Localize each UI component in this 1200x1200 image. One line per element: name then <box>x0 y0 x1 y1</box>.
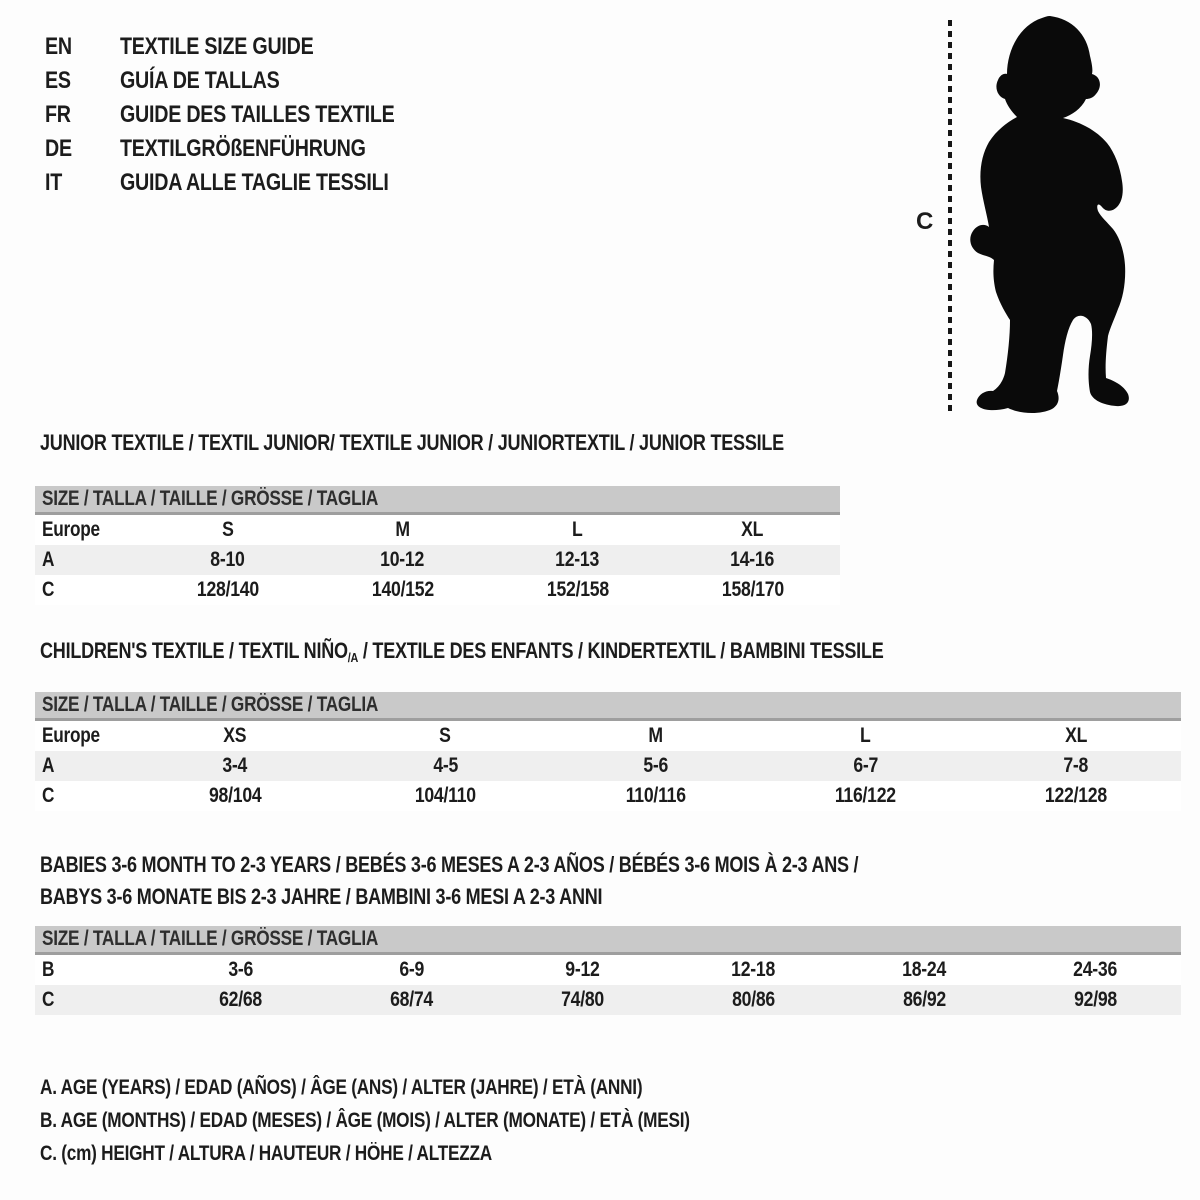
height-cell <box>155 985 326 1015</box>
legend-line-c-text: C. (cm) HEIGHT / ALTURA / HAUTEUR / HÖHE / ALTEZZA <box>40 1142 492 1165</box>
age-cell-text: 24-36 <box>1073 958 1118 981</box>
size-cell <box>490 515 665 545</box>
size-cell <box>665 515 840 545</box>
language-code-text: DE <box>45 135 72 162</box>
height-cell <box>340 781 550 811</box>
legend-line-b-text: B. AGE (MONTHS) / EDAD (MESES) / ÂGE (MOIS) / ALTER (MONATE) / ETÀ (MESI) <box>40 1109 690 1132</box>
height-cell-text: 116/122 <box>835 784 897 807</box>
guide-title-text: GUIDA ALLE TAGLIE TESSILI <box>120 169 389 196</box>
guide-title <box>120 30 455 64</box>
height-measure-label: C <box>916 208 934 235</box>
size-cell <box>140 515 315 545</box>
height-cell <box>1010 985 1181 1015</box>
language-row-fr <box>45 98 455 132</box>
guide-title-text: TEXTILGRÖßENFÜHRUNG <box>120 135 366 162</box>
children-row-age <box>35 751 1181 781</box>
legend-line-c <box>40 1137 832 1170</box>
height-cell <box>497 985 668 1015</box>
babies-heading-line2 <box>40 881 1038 913</box>
height-cell-text: 62/68 <box>219 988 262 1011</box>
language-code-text: EN <box>45 33 72 60</box>
row-label-text: C <box>42 578 55 601</box>
measure-legend <box>40 1071 832 1170</box>
language-row-de <box>45 132 455 166</box>
age-cell-text: 12-13 <box>555 548 600 571</box>
guide-title <box>120 98 455 132</box>
junior-row-height <box>35 575 840 605</box>
age-cell-text: 14-16 <box>730 548 775 571</box>
height-cell-text: 80/86 <box>732 988 775 1011</box>
language-code <box>45 64 120 98</box>
babies-heading-line2-text: BABYS 3-6 MONATE BIS 2-3 JAHRE / BAMBINI 3-6 MESI A 2-3 ANNI <box>40 884 603 909</box>
age-cell-text: 18-24 <box>902 958 947 981</box>
height-cell <box>315 575 490 605</box>
age-cell <box>665 545 840 575</box>
size-cell <box>315 515 490 545</box>
junior-size-table <box>35 486 840 605</box>
height-cell <box>668 985 839 1015</box>
age-cell-text: 3-4 <box>222 754 248 777</box>
language-code <box>45 166 120 200</box>
row-label <box>35 955 155 985</box>
babies-row-height <box>35 985 1181 1015</box>
size-cell-text: M <box>395 518 410 541</box>
babies-heading-line1-text: BABIES 3-6 MONTH TO 2-3 YEARS / BEBÉS 3-6 MESES A 2-3 AÑOS / BÉBÉS 3-6 MOIS À 2-3 ANS / <box>40 852 859 877</box>
age-cell <box>315 545 490 575</box>
language-code <box>45 98 120 132</box>
children-heading-sub: /A <box>347 649 359 665</box>
height-cell-text: 110/116 <box>625 784 686 807</box>
height-cell-text: 98/104 <box>208 784 262 807</box>
size-cell-text: XL <box>741 518 764 541</box>
size-header-bar <box>35 486 840 515</box>
junior-heading-text: JUNIOR TEXTILE / TEXTIL JUNIOR/ TEXTILE JUNIOR / JUNIORTEXTIL / JUNIOR TESSILE <box>40 430 784 455</box>
junior-row-age <box>35 545 840 575</box>
age-cell-text: 6-9 <box>399 958 424 981</box>
size-cell-text: S <box>439 724 452 747</box>
junior-row-europe <box>35 515 840 545</box>
language-title-list <box>45 30 455 200</box>
size-cell <box>550 721 760 751</box>
height-cell-text: 74/80 <box>561 988 604 1011</box>
height-cell-text: 104/110 <box>414 784 476 807</box>
size-cell <box>340 721 550 751</box>
babies-size-table <box>35 926 1181 1015</box>
children-heading-pre: CHILDREN'S TEXTILE / TEXTIL NIÑO <box>40 638 348 663</box>
guide-title-text: GUÍA DE TALLAS <box>120 67 280 94</box>
age-cell <box>490 545 665 575</box>
language-code <box>45 132 120 166</box>
age-cell-text: 9-12 <box>565 958 600 981</box>
height-cell <box>839 985 1010 1015</box>
guide-title-text: TEXTILE SIZE GUIDE <box>120 33 314 60</box>
height-cell-text: 140/152 <box>371 578 434 601</box>
guide-title <box>120 64 455 98</box>
row-label <box>35 985 155 1015</box>
height-measure-dashed-line <box>948 20 952 416</box>
height-cell-text: 128/140 <box>196 578 259 601</box>
size-header-bar <box>35 926 1181 955</box>
age-cell-text: 4-5 <box>432 754 458 777</box>
height-cell <box>140 575 315 605</box>
age-cell-text: 10-12 <box>380 548 425 571</box>
age-cell <box>668 955 839 985</box>
height-cell-text: 68/74 <box>390 988 433 1011</box>
language-row-es <box>45 64 455 98</box>
row-label <box>35 781 130 811</box>
row-label <box>35 545 140 575</box>
language-code-text: ES <box>45 67 71 94</box>
size-cell-text: S <box>221 518 234 541</box>
size-header-text: SIZE / TALLA / TAILLE / GRÖSSE / TAGLIA <box>42 487 379 510</box>
size-cell <box>971 721 1181 751</box>
height-cell <box>665 575 840 605</box>
children-size-table <box>35 692 1181 811</box>
age-cell <box>971 751 1181 781</box>
row-label-text: A <box>42 548 55 571</box>
row-label-text: Europe <box>42 724 100 747</box>
height-cell-text: 158/170 <box>721 578 784 601</box>
toddler-silhouette-image <box>960 10 1144 420</box>
guide-title-text: GUIDE DES TAILLES TEXTILE <box>120 101 395 128</box>
babies-row-age-months <box>35 955 1181 985</box>
size-cell <box>761 721 971 751</box>
height-cell-text: 152/158 <box>546 578 609 601</box>
age-cell-text: 6-7 <box>853 754 879 777</box>
size-cell-text: L <box>860 724 871 747</box>
age-cell <box>155 955 326 985</box>
age-cell <box>550 751 760 781</box>
row-label <box>35 515 140 545</box>
height-cell <box>971 781 1181 811</box>
row-label-text: B <box>42 958 55 981</box>
height-cell-text: 92/98 <box>1074 988 1117 1011</box>
age-cell-text: 7-8 <box>1063 754 1089 777</box>
language-code-text: FR <box>45 101 71 128</box>
language-code-text: IT <box>45 169 63 196</box>
row-label <box>35 575 140 605</box>
age-cell <box>497 955 668 985</box>
height-cell <box>130 781 340 811</box>
height-cell <box>550 781 760 811</box>
size-header-bar <box>35 692 1181 721</box>
age-cell <box>839 955 1010 985</box>
age-cell-text: 5-6 <box>643 754 668 777</box>
size-cell <box>130 721 340 751</box>
row-label-text: C <box>42 784 55 807</box>
legend-line-a-text: A. AGE (YEARS) / EDAD (AÑOS) / ÂGE (ANS) / ALTER (JAHRE) / ETÀ (ANNI) <box>40 1076 643 1099</box>
children-row-height <box>35 781 1181 811</box>
babies-heading-line1 <box>40 849 1038 881</box>
size-cell-text: M <box>648 724 663 747</box>
children-heading-post: / TEXTILE DES ENFANTS / KINDERTEXTIL / BAMBINI TESSILE <box>358 638 884 663</box>
height-cell-text: 86/92 <box>903 988 946 1011</box>
children-row-europe <box>35 721 1181 751</box>
junior-section-heading <box>40 431 947 455</box>
language-row-en <box>45 30 455 64</box>
age-cell <box>761 751 971 781</box>
guide-title <box>120 166 455 200</box>
language-row-it <box>45 166 455 200</box>
size-cell-text: XL <box>1064 724 1087 747</box>
height-cell <box>761 781 971 811</box>
height-cell <box>490 575 665 605</box>
children-heading-text <box>40 639 884 666</box>
height-cell <box>326 985 497 1015</box>
row-label <box>35 751 130 781</box>
row-label-text: C <box>42 988 55 1011</box>
size-cell-text: XS <box>223 724 247 747</box>
row-label-text: Europe <box>42 518 100 541</box>
age-cell-text: 8-10 <box>210 548 245 571</box>
legend-line-b <box>40 1104 832 1137</box>
legend-line-a <box>40 1071 832 1104</box>
age-cell <box>340 751 550 781</box>
size-header-text: SIZE / TALLA / TAILLE / GRÖSSE / TAGLIA <box>42 693 379 716</box>
age-cell-text: 12-18 <box>731 958 776 981</box>
age-cell <box>130 751 340 781</box>
size-cell-text: L <box>572 518 583 541</box>
height-cell-text: 122/128 <box>1044 784 1107 807</box>
babies-section-heading <box>40 849 1038 913</box>
age-cell <box>326 955 497 985</box>
guide-title <box>120 132 455 166</box>
language-code <box>45 30 120 64</box>
age-cell-text: 3-6 <box>228 958 253 981</box>
size-header-text: SIZE / TALLA / TAILLE / GRÖSSE / TAGLIA <box>42 927 379 950</box>
row-label-text: A <box>42 754 55 777</box>
age-cell <box>1010 955 1181 985</box>
age-cell <box>140 545 315 575</box>
children-section-heading <box>40 639 1069 666</box>
row-label <box>35 721 130 751</box>
